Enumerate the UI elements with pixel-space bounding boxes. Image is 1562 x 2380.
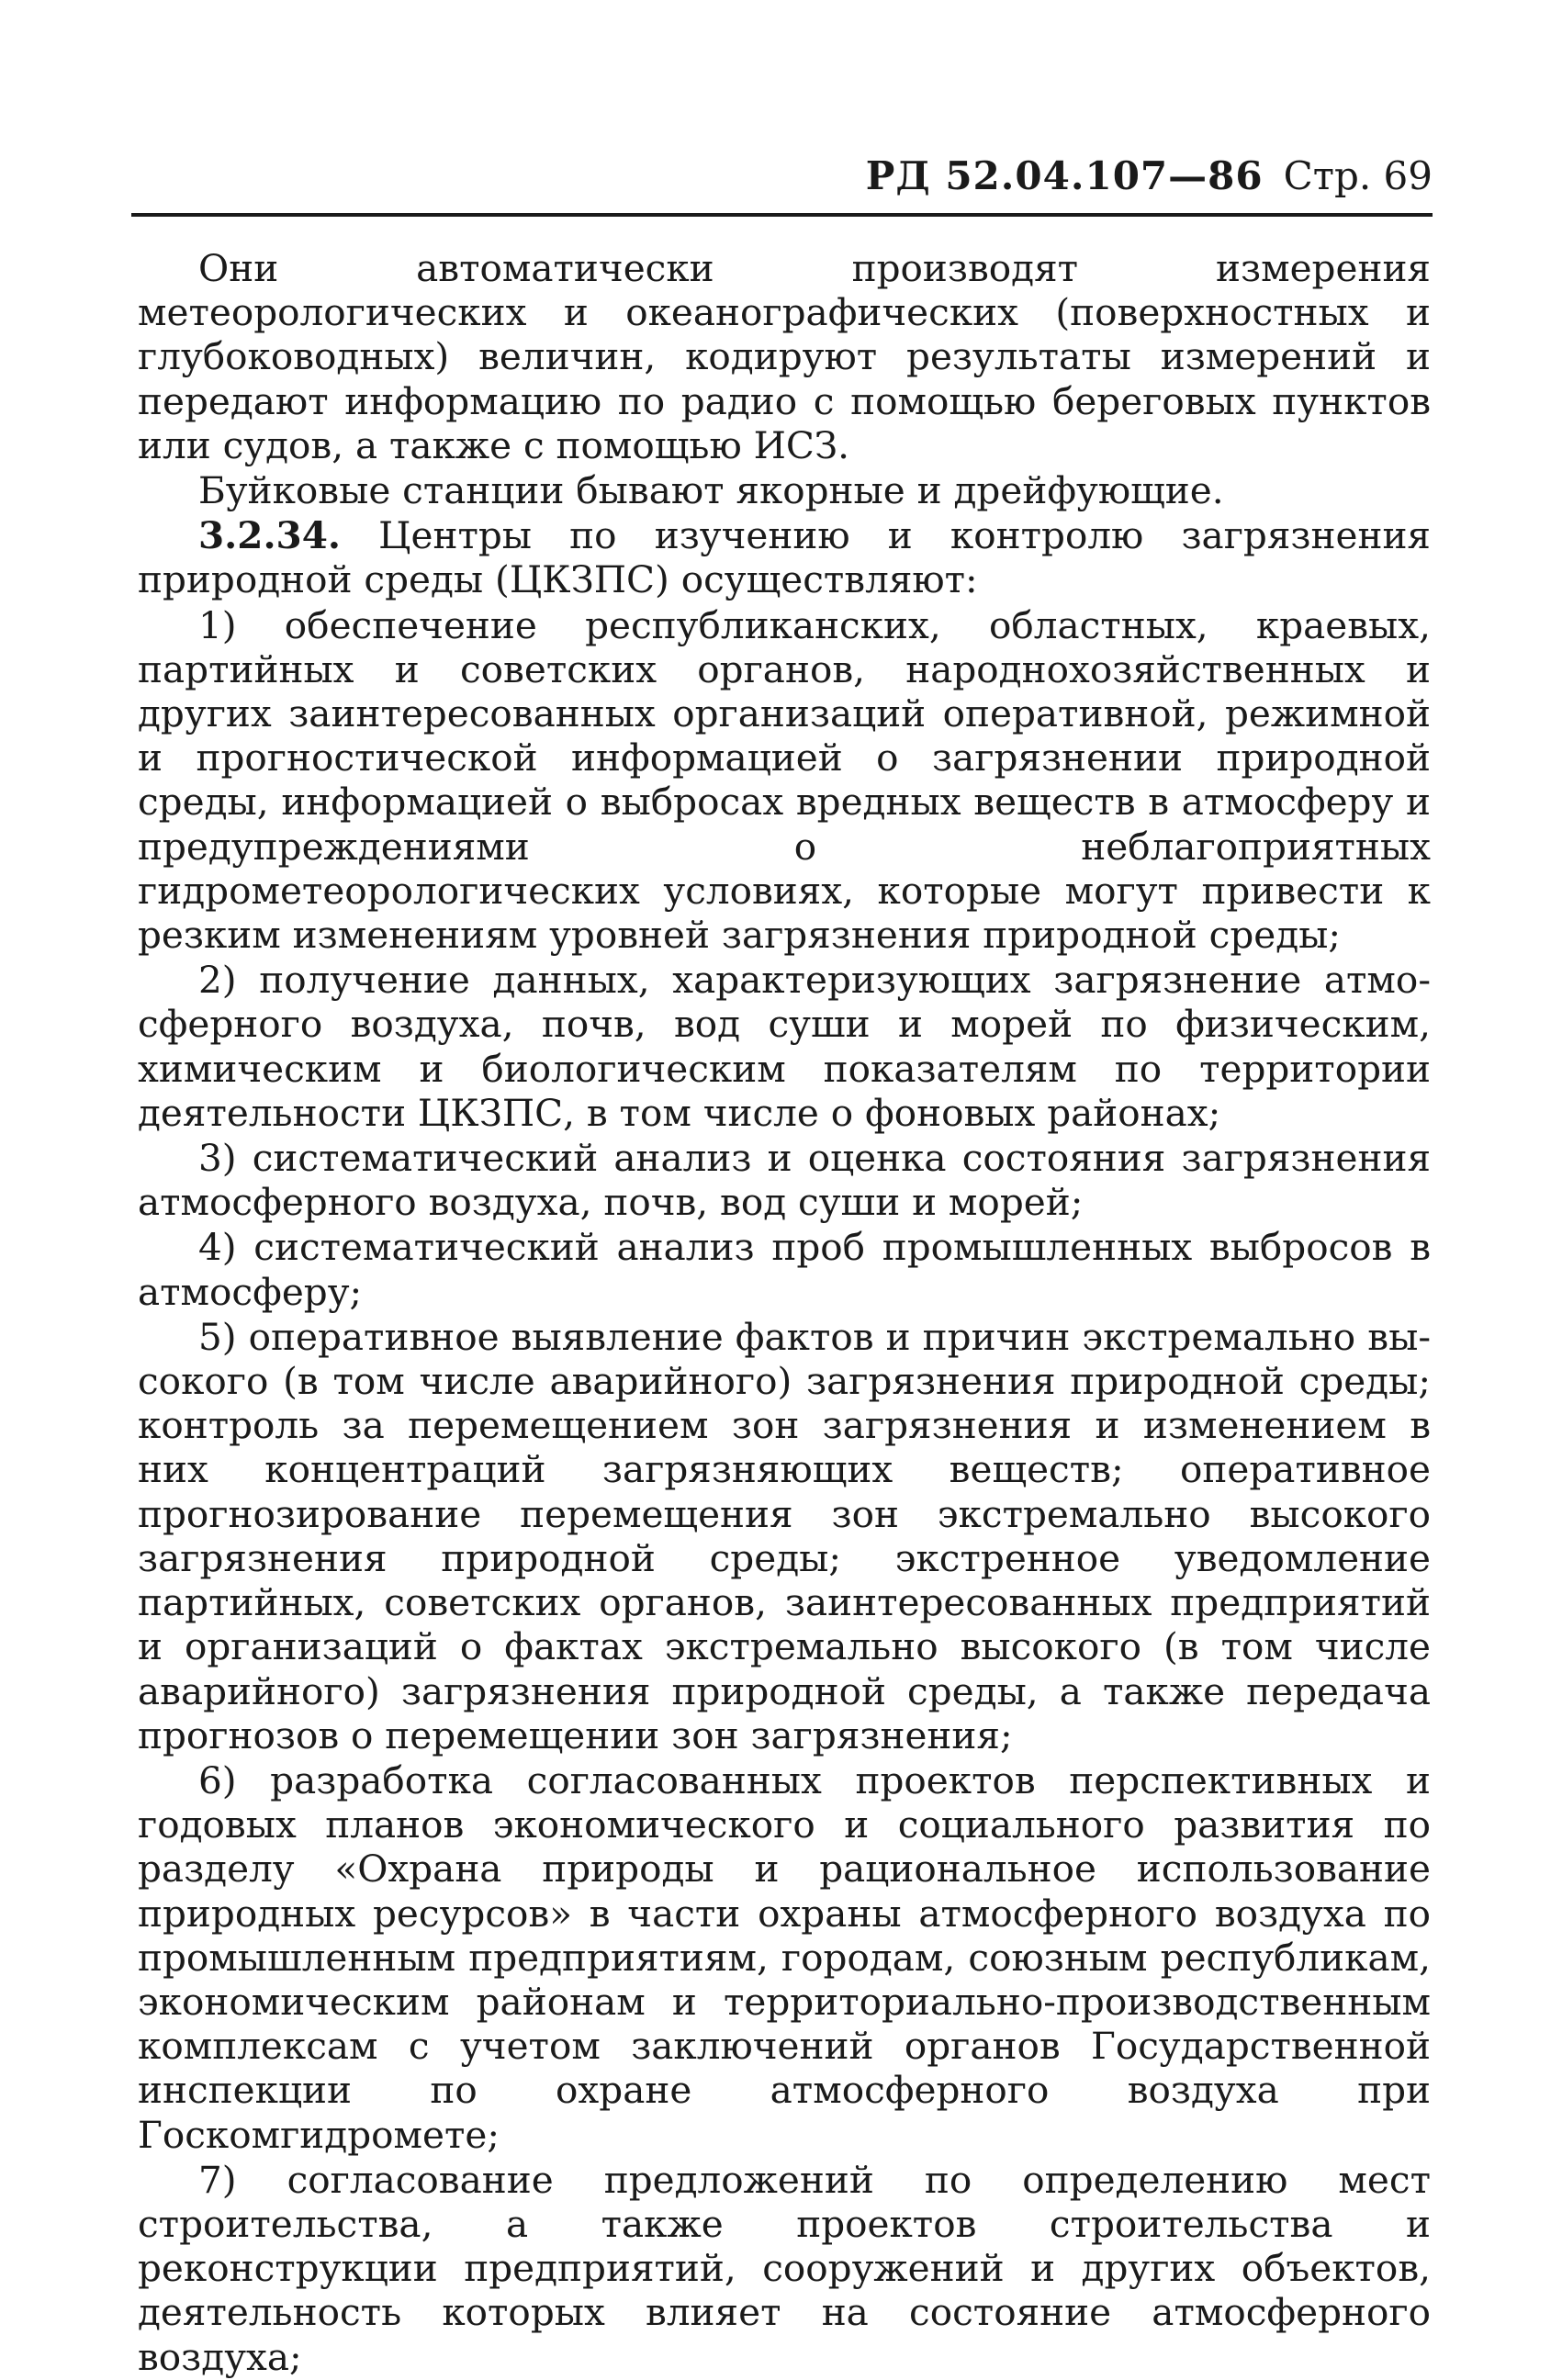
document-code: РД 52.04.107—86 [865, 153, 1264, 198]
list-item-3: 3) систематический анализ и оценка состояния загрязнения атмосферного воздуха, почв, вод суши и морей; [138, 1136, 1431, 1225]
page-header [131, 154, 1433, 198]
list-item-1: 1) обеспечение республиканских, областных, краевых, партийных и советских органов, народнохозяйственных и других заинтересованных организаций оперативной, режимной и прогностической информацией о загрязнении природной среды, информацией о выбросах вредных веществ в атмосферу и предупреждениями о неблагоприятных гидрометеорологических условиях, которые могут привести к резким изменениям уровней загрязнения природной среды; [138, 602, 1431, 958]
page-number: Стр. 69 [1283, 153, 1433, 198]
section-number: 3.2.34. [198, 513, 342, 558]
paragraph-buoy-stations-types: Буйковые станции бывают якорные и дрейфующие. [198, 468, 1224, 513]
header-rule [131, 213, 1433, 217]
list-item-5: 5) оперативное выявление фактов и причин экстремально высокого (в том числе аварийного) загрязнения природной среды; контроль за перемещением зон загрязнения и изменением в них концентраций загрязняющих веществ; оперативное прогнозирование перемещения зон экстремально высокого загрязнения природной среды; экстренное уведомление партийных, советских органов, заинтересованных предприятий и организаций о фактах экстремально высокого (в том числе аварийного) загрязнения природной среды, а также передача прогнозов о перемещении зон загрязнения; [138, 1314, 1431, 1757]
list-item-4: 4) систематический анализ проб промышленных выбросов в атмосферу; [138, 1225, 1431, 1314]
list-item-2: 2) получение данных, характеризующих загрязнение атмосферного воздуха, почв, вод суши и морей по физическим, химическим и биологическим показателям по территории деятельности ЦКЗПС, в том числе о фоновых районах; [138, 958, 1431, 1135]
list-item-7: 7) согласование предложений по определению мест строительства, а также проектов строительства и реконструкции предприятий, сооружений и других объектов, деятельность которых влияет на состояние атмосферного воздуха; [138, 2157, 1431, 2379]
paragraph-section-3-2-34: 3.2.34. Центры по изучению и контролю загрязнения природной среды (ЦКЗПС) осуществляют: [138, 513, 1431, 602]
paragraph-buoy-stations-function: Они автоматически производят измерения метеорологических и океанографических (поверхностных и глубоководных) величин, кодируют результаты измерений и передают информацию по радио с помощью береговых пунктов или судов, а также с помощью ИСЗ. [138, 246, 1431, 467]
document-body [138, 246, 1431, 2380]
list-item-6: 6) разработка согласованных проектов перспективных и годовых планов экономического и социального развития по разделу «Охрана природы и рациональное использование природных ресурсов» в части охраны атмосферного воздуха по промышленным предприятиям, городам, союзным республикам, экономическим районам и территориально-производственным комплексам с учетом заключений органов Государственной инспекции по охране атмосферного воздуха при Госкомгидромете; [138, 1757, 1431, 2157]
